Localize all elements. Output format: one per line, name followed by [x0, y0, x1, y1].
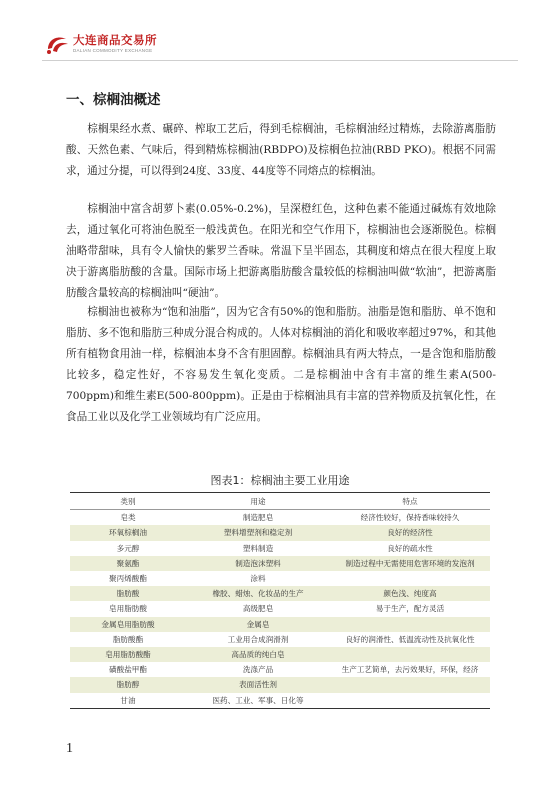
cell-feature: 易于生产，配方灵活: [375, 604, 445, 614]
cell-feature: [330, 571, 490, 586]
header-feature: 特点: [330, 494, 490, 510]
cell-feature: 良好的润滑性、低温流动性及抗氧化性: [345, 634, 475, 644]
cell-feature: [330, 647, 490, 662]
cell-usage: 洗涤产品: [242, 665, 274, 675]
cell-feature: 制造过程中无需使用危害环境的发泡剂: [330, 556, 490, 571]
logo-english-name: DALIAN COMMODITY EXCHANGE: [73, 47, 153, 53]
table-row: [70, 586, 490, 601]
cell-category: 甘油: [70, 693, 186, 709]
cell-category: 皂类: [120, 513, 136, 523]
table-header-row: [70, 494, 490, 510]
cell-usage: 表面活性剂: [186, 677, 330, 692]
cell-category: 皂用脂肪酸酯: [70, 647, 186, 662]
cell-category: 聚氨酯: [70, 556, 186, 571]
cell-usage: 工业用合成润滑剂: [227, 634, 289, 644]
cell-category: 金属皂用脂肪酸: [70, 617, 186, 632]
table-row: [70, 617, 490, 632]
cell-feature: [330, 617, 490, 632]
cell-usage: 高品质的纯白皂: [186, 647, 330, 662]
paragraph-refining: 棕榈果经水煮、碾碎、榨取工艺后，得到毛棕榈油，毛棕榈油经过精炼，去除游离脂肪酸、天然色素、气味后，得到精炼棕榈油(RBDPO)及棕榈色拉油(RBD PKO)。根据不同需求，通过分提，可以得到24度、33度、44度等不同熔点的棕榈油。: [66, 123, 496, 177]
table-row: [70, 632, 490, 647]
table-row: [70, 601, 490, 616]
cell-usage: 医药、工业、军事、日化等: [186, 693, 330, 709]
cell-category: 聚丙烯酸酯: [109, 574, 147, 584]
table-row: [70, 541, 490, 556]
cell-feature: 经济性较好，保持香味较持久: [360, 513, 460, 523]
cell-usage: 制造肥皂: [242, 513, 274, 523]
paragraph-nutrition: 棕榈油也被称为“饱和油脂”，因为它含有50%的饱和脂肪。油脂是饱和脂肪、单不饱和脂肪、多不饱和脂肪三种成分混合构成的。人体对棕榈油的消化和吸收率超过97%，和其他所有植物食用油一样，棕榈油本身不含有胆固醇。棕榈油具有两大特点，一是含饱和脂肪酸比较多，稳定性好，不容易发生氧化变质。二是棕榈油中含有丰富的维生素A(500-700ppm)和维生素E(500-800ppm)。正是由于棕榈油具有丰富的营养物质及抗氧化性，在食品工业以及化学工业领域均有广泛应用。: [66, 306, 496, 423]
table-row: [70, 693, 490, 709]
cell-category: 磺酸盐甲酯: [109, 665, 147, 675]
cell-usage: 金属皂: [186, 617, 330, 632]
industrial-uses-table: [70, 494, 490, 709]
cell-feature: 良好的疏水性: [387, 543, 433, 553]
cell-usage: 橡胶、蜡烛、化妆品的生产: [186, 586, 330, 601]
table-row: [70, 525, 490, 540]
cell-category: 脂肪酸: [70, 586, 186, 601]
table-row: [70, 556, 490, 571]
header-category: 类别: [70, 494, 186, 510]
table-title: 图表1：棕榈油主要工业用途: [210, 474, 350, 487]
logo-chinese-name: 大连商品交易所: [73, 33, 157, 47]
dce-logo-icon: [44, 33, 70, 55]
cell-feature: [330, 693, 490, 709]
section-title: 一、棕榈油概述: [66, 92, 161, 108]
table-row: [70, 662, 490, 677]
header-divider: [42, 60, 518, 61]
cell-usage: 塑料制造: [242, 543, 274, 553]
cell-category: 脂肪酸酯: [112, 634, 144, 644]
cell-category: 多元醇: [116, 543, 140, 553]
table-row: [70, 510, 490, 526]
cell-feature: 良好的经济性: [330, 525, 490, 540]
cell-feature: 生产工艺简单，去污效果好，环保，经济: [341, 665, 479, 675]
cell-category: 环氧棕榈油: [70, 525, 186, 540]
cell-feature: [330, 677, 490, 692]
cell-category: 脂肪醇: [70, 677, 186, 692]
paragraph-properties: 棕榈油中富含胡萝卜素(0.05%-0.2%)，呈深橙红色，这种色素不能通过碱炼有效地除去，通过氧化可将油色脱至一般浅黄色。在阳光和空气作用下，棕榈油也会逐渐脱色。棕榈油略带甜味，具有令人愉快的紫罗兰香味。常温下呈半固态，其稠度和熔点在很大程度上取决于游离脂肪酸的含量。国际市场上把游离脂肪酸含量较低的棕榈油叫做“软油”，把游离脂肪酸含量较高的棕榈油叫“硬油”。: [66, 203, 496, 299]
exchange-logo: [44, 33, 157, 55]
cell-usage: 高级肥皂: [242, 604, 274, 614]
cell-usage: 塑料增塑剂和稳定剂: [186, 525, 330, 540]
cell-category: 皂用脂肪酸: [109, 604, 147, 614]
table-row: [70, 647, 490, 662]
cell-feature: 颜色浅、纯度高: [330, 586, 490, 601]
table-row: [70, 677, 490, 692]
cell-usage: 涂料: [250, 574, 266, 584]
cell-usage: 制造泡沫塑料: [186, 556, 330, 571]
table-row: [70, 571, 490, 586]
table-top-rule: [70, 492, 490, 493]
page-number: 1: [66, 741, 73, 756]
header-usage: 用途: [186, 494, 330, 510]
